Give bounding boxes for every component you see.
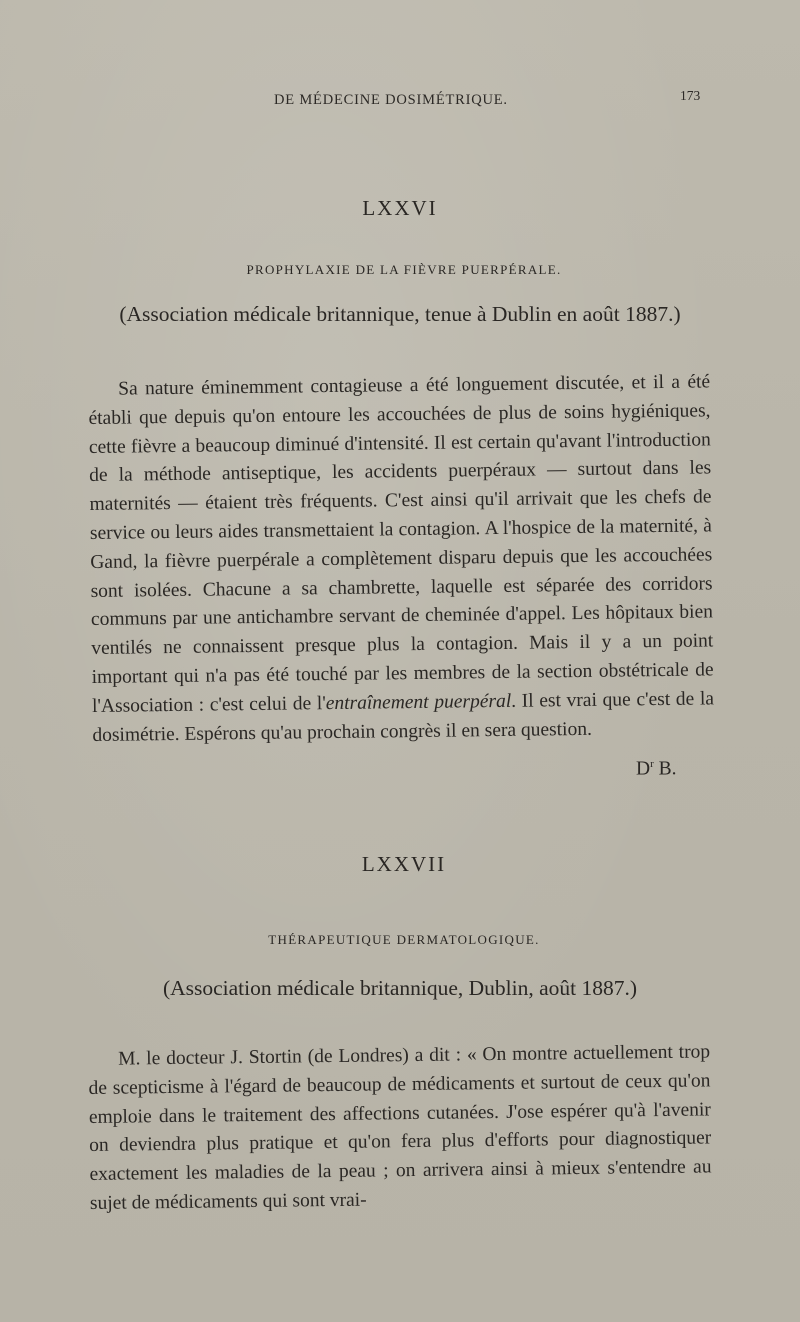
paragraph-lxxvi: [88, 368, 715, 750]
paragraph-lxxvii: M. le docteur J. Stortin (de Londres) a dit : « On montre actuellement trop de scepticisme à l'égard de beaucoup de médicaments et surtout de ceux qu'on emploie dans le traitement des affections cutanées. J'ose espérer qu'à l'avenir on deviendra plus pratique et qu'on fera plus d'efforts pour diagnostiquer exactement les maladies de la peau ; on arrivera ainsi à mieux s'entendre au sujet de médicaments qui sont vrai-: [88, 1041, 712, 1214]
section-title-prophylaxie: PROPHYLAXIE DE LA FIÈVRE PUERPÉRALE.: [246, 262, 562, 277]
section-number-lxxvii: LXXVII: [361, 852, 447, 876]
section-subtitle-lxxvii: (Association médicale britannique, Dublin, août 1887.): [162, 976, 638, 1000]
signature-prefix: D: [636, 758, 651, 780]
section-number-lxxvi: LXXVI: [362, 196, 438, 220]
paragraph-lxxvi-italic: entraînement puerpéral: [325, 690, 512, 714]
running-title: DE MÉDECINE DOSIMÉTRIQUE.: [274, 92, 508, 108]
paragraph-lxxvi-text-end: . Il est vrai que c'est de la dosimétrie. Espérons qu'au prochain congrès il en sera question.: [92, 688, 715, 746]
signature-name: B.: [653, 758, 677, 780]
paragraph-lxxvi-text-start: Sa nature éminemment contagieuse a été longuement discutée, et il a été établi que depuis qu'on entoure les accouchées de plus de soins hygiéniques, cette fièvre a beaucoup diminué d'intensité. Il est certain qu'avant l'introduction de la méthode antiseptique, les accidents puerpéraux — surtout dans les maternités — étaient très fréquents. C'est ainsi qu'il arrivait que les chefs de service ou leurs aides transmettaient la contagion. A l'hospice de la maternité, à Gand, la fièvre puerpérale a complètement disparu depuis que les accouchées sont isolées. Chacune a sa chambrette, laquelle est séparée des corridors communs par une antichambre servant de cheminée d'appel. Les hôpitaux bien ventilés ne connaissent presque plus la contagion. Mais il y a un point important qui n'a pas été touché par les membres de la section obstétricale de l'Association : c'est celui de l': [88, 371, 714, 717]
page-number: 173: [680, 88, 701, 103]
section-subtitle-lxxvi: (Association médicale britannique, tenue à Dublin en août 1887.): [119, 302, 681, 326]
running-head: [0, 88, 800, 114]
signature: [636, 758, 677, 781]
section-title-therapeutique: THÉRAPEUTIQUE DERMATOLOGIQUE.: [268, 932, 540, 947]
signature-superscript: r: [650, 758, 654, 770]
